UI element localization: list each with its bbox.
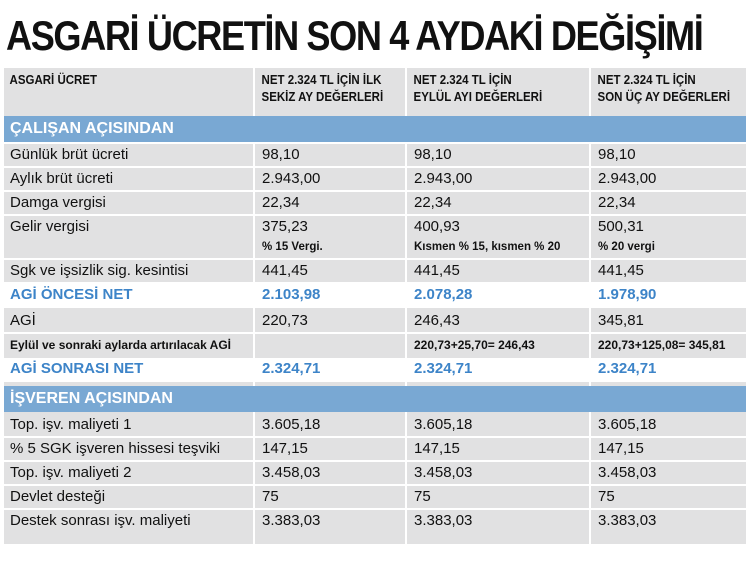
row-value: 75 [262,488,279,505]
row-value: 3.458,03 [262,464,321,481]
row-label: Devlet desteği [10,488,106,505]
table-row-highlight [4,284,746,308]
table-row [4,414,746,436]
row-value: 345,81 [598,312,644,329]
page-title: ASGARİ ÜCRETİN SON 4 AYDAKİ DEĞİŞİMİ [6,12,703,59]
row-value: 375,23 % 15 Vergi. [262,218,323,253]
row-value: 2.103,98 [262,286,321,303]
row-value: 22,34 [414,194,452,211]
section-header-employee [4,116,746,142]
row-label: Eylül ve sonraki aylarda artırılacak AGİ [10,338,232,352]
row-value: 220,73 [262,312,308,329]
row-value: 147,15 [262,440,308,457]
table-row [4,438,746,460]
row-value: 2.943,00 [598,170,657,187]
header-cell: NET 2.324 TL İÇİN EYLÜL AYI DEĞERLERİ [413,73,543,104]
row-value: 3.605,18 [598,416,657,433]
row-value: 2.943,00 [262,170,321,187]
row-value: 3.458,03 [414,464,473,481]
table-row [4,310,746,332]
row-value: 147,15 [414,440,460,457]
row-value: 441,45 [414,262,460,279]
row-value: 1.978,90 [598,286,657,303]
row-label: Top. işv. maliyeti 1 [10,416,132,433]
row-label: Damga vergisi [10,194,106,211]
row-value: 3.383,03 [414,512,473,529]
row-value: 2.324,71 [262,360,321,377]
row-value: 98,10 [262,146,300,163]
row-label: AGİ SONRASI NET [10,360,144,377]
row-value: 98,10 [598,146,636,163]
table-row-highlight [4,358,746,382]
row-value: 400,93 Kısmen % 15, kısmen % 20 [414,218,561,253]
header-cell: ASGARİ ÜCRET [9,73,98,87]
section-title: ÇALIŞAN AÇISINDAN [10,120,174,137]
row-value: 147,15 [598,440,644,457]
row-value: 22,34 [262,194,300,211]
table-header [4,68,746,116]
row-value: 246,43 [414,312,460,329]
wage-table [4,68,746,544]
row-value: 441,45 [262,262,308,279]
row-label: Top. işv. maliyeti 2 [10,464,132,481]
table-row [4,144,746,166]
header-cell: NET 2.324 TL İÇİN İLK SEKİZ AY DEĞERLERİ [261,73,384,104]
section-title: İŞVEREN AÇISINDAN [10,390,173,407]
row-label: AGİ ÖNCESİ NET [10,286,133,303]
row-value: 441,45 [598,262,644,279]
row-value: 3.458,03 [598,464,657,481]
table-row [4,510,746,532]
row-value: 2.078,28 [414,286,473,303]
section-header-employer [4,386,746,412]
row-label: Destek sonrası işv. maliyeti [10,512,191,529]
row-value: 220,73+125,08= 345,81 [598,338,726,352]
header-cell: NET 2.324 TL İÇİN SON ÜÇ AY DEĞERLERİ [597,73,731,104]
row-value: 98,10 [414,146,452,163]
row-label: Aylık brüt ücreti [10,170,114,187]
row-value: 3.383,03 [598,512,657,529]
table-row [4,334,746,356]
table-row [4,168,746,190]
table-row [4,486,746,508]
row-value: 2.324,71 [414,360,473,377]
row-value: 3.605,18 [262,416,321,433]
table-row [4,216,746,258]
row-value: 220,73+25,70= 246,43 [414,338,535,352]
row-value: 22,34 [598,194,636,211]
row-label: Gelir vergisi [10,218,90,235]
row-value: 2.943,00 [414,170,473,187]
row-value: 75 [414,488,431,505]
row-value: 3.605,18 [414,416,473,433]
row-value: 2.324,71 [598,360,657,377]
row-value [256,334,404,356]
row-value: 500,31 % 20 vergi [598,218,655,253]
row-label: Günlük brüt ücreti [10,146,129,163]
table-row [4,192,746,214]
row-label: Sgk ve işsizlik sig. kesintisi [10,262,189,279]
row-label: % 5 SGK işveren hissesi teşviki [10,440,221,457]
table-row [4,462,746,484]
row-value: 3.383,03 [262,512,321,529]
table-row [4,260,746,282]
row-value: 75 [598,488,615,505]
row-label: AGİ [10,312,36,329]
